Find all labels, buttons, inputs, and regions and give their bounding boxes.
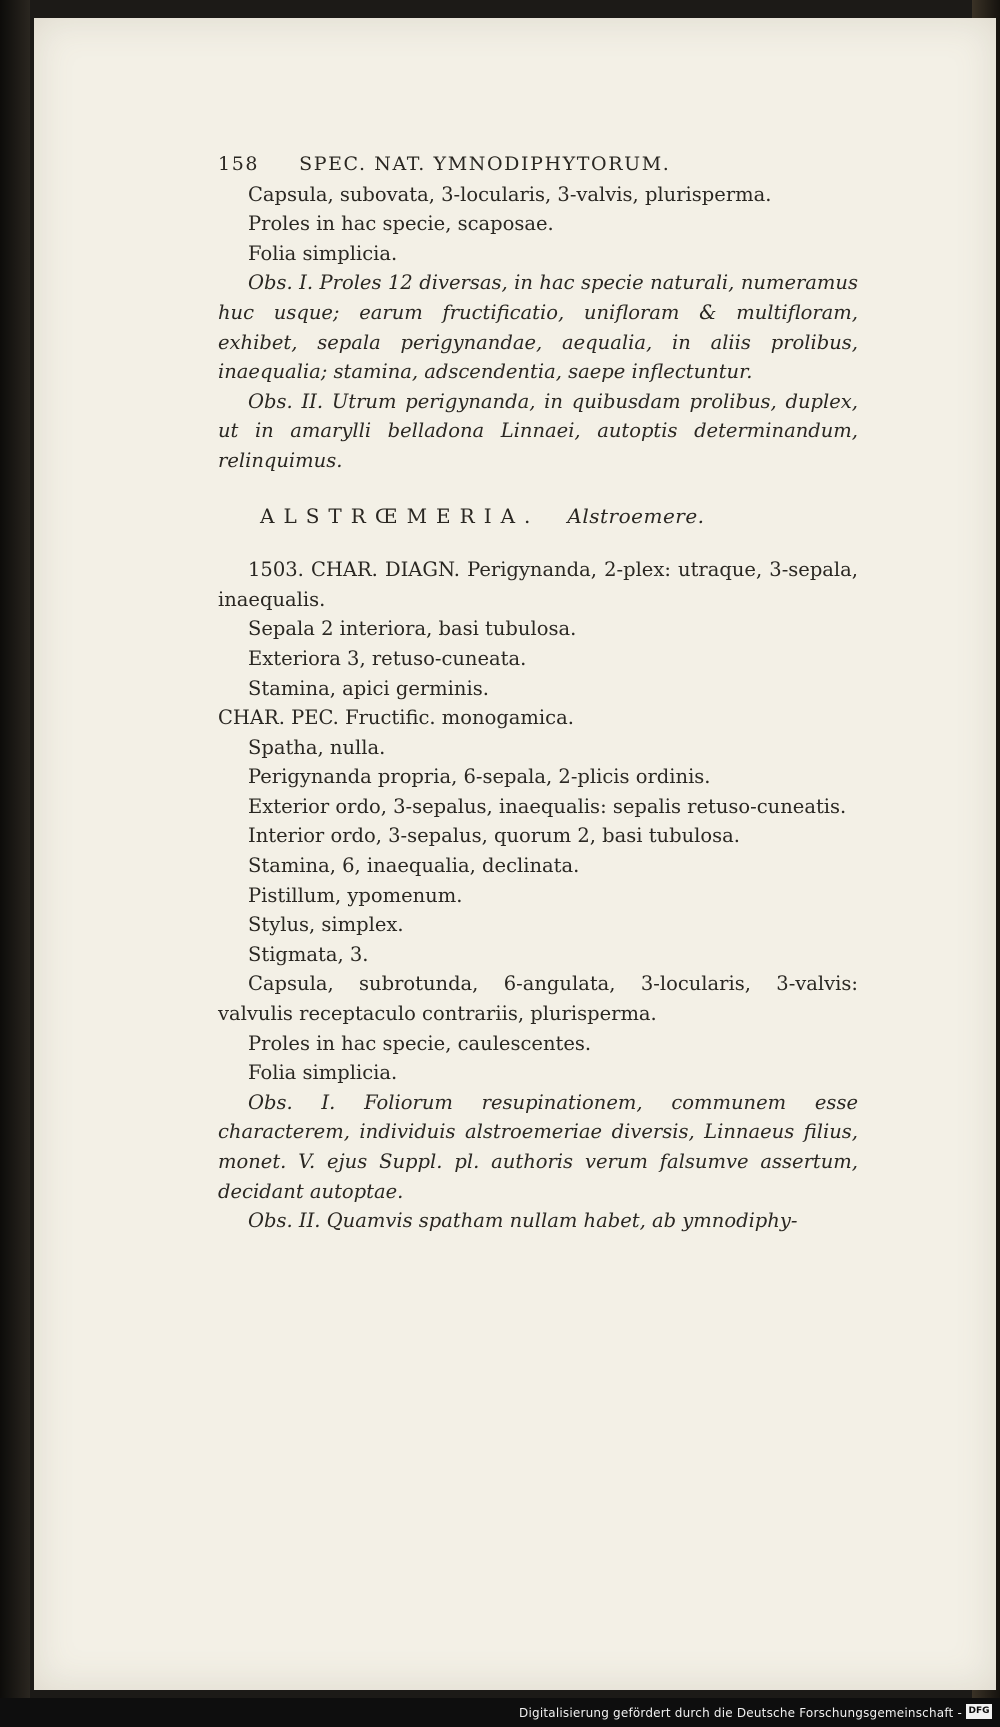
char-pec-5: Interior ordo, 3-sepalus, quorum 2, basi tubulosa. [248,824,740,848]
char-pec-4: Exterior ordo, 3-sepalus, inaequalis: sepalis retuso-cuneatis. [248,794,847,818]
char-diagn-1: 1503. CHAR. DIAGN. Perigynanda, 2-plex: utraque, 3-sepala, inaequalis. [218,558,858,611]
char-pec-1: CHAR. PEC. Fructific. monogamica. [218,706,574,730]
char-pec-6: Stamina, 6, inaequalia, declinata. [248,854,580,878]
footer-credit: Digitalisierung gefördert durch die Deutsche Forschungsgemeinschaft - [519,1706,962,1720]
char-diagn-3: Exteriora 3, retuso-cuneata. [248,646,527,670]
proles-line: Proles in hac specie, scaposae. [248,212,554,236]
folia-line: Folia simplicia. [248,241,398,265]
genus-heading [218,502,858,532]
observation-4: Obs. II. Quamvis spatham nullam habet, ab ymnodiphy- [248,1209,798,1233]
char-pec-10: Capsula, subrotunda, 6-angulata, 3-locularis, 3-valvis: valvulis receptaculo contrariis, plurisperma. [218,972,858,1026]
genus-common-name: Alstroemere. [567,503,705,528]
char-pec-8: Stylus, simplex. [248,913,404,937]
observation-2: Obs. II. Utrum perigynanda, in quibusdam prolibus, duplex, ut in amarylli belladona Linnaei, autoptis determinandum, relinquimus. [218,389,858,472]
scan-left-edge [0,0,30,1727]
running-head [218,150,858,180]
dfg-logo: DFG [966,1704,992,1719]
capsula-line: Capsula, subovata, 3-locularis, 3-valvis, plurisperma. [248,182,772,206]
char-diagn-4: Stamina, apici germinis. [248,676,489,700]
char-diagn-2: Sepala 2 interiora, basi tubulosa. [248,617,577,641]
observation-1: Obs. I. Proles 12 diversas, in hac specie naturali, numeramus huc usque; earum fructificatio, unifloram & multifloram, exhibet, sepala perigynandae, aequalia, in aliis prolibus, inaequalia; stamina, adscendentia, saepe inflectuntur. [218,271,858,384]
page-text [218,150,858,1236]
observation-3: Obs. I. Foliorum resupinationem, communem esse characterem, individuis alstroemeriae diversis, Linnaeus filius, monet. V. ejus Suppl. pl. authoris verum falsumve assertum, decidant autoptae. [218,1090,858,1203]
genus-name: ALSTRŒMERIA. [260,503,540,528]
char-pec-11: Proles in hac specie, caulescentes. [248,1031,592,1055]
running-title: SPEC. NAT. YMNODIPHYTORUM. [299,153,671,175]
char-pec-2: Spatha, nulla. [248,735,386,759]
char-pec-7: Pistillum, ypomenum. [248,883,463,907]
char-pec-12: Folia simplicia. [248,1061,398,1085]
char-pec-9: Stigmata, 3. [248,942,369,966]
char-pec-3: Perigynanda propria, 6-sepala, 2-plicis ordinis. [248,765,711,789]
page-number: 158 [218,153,260,175]
